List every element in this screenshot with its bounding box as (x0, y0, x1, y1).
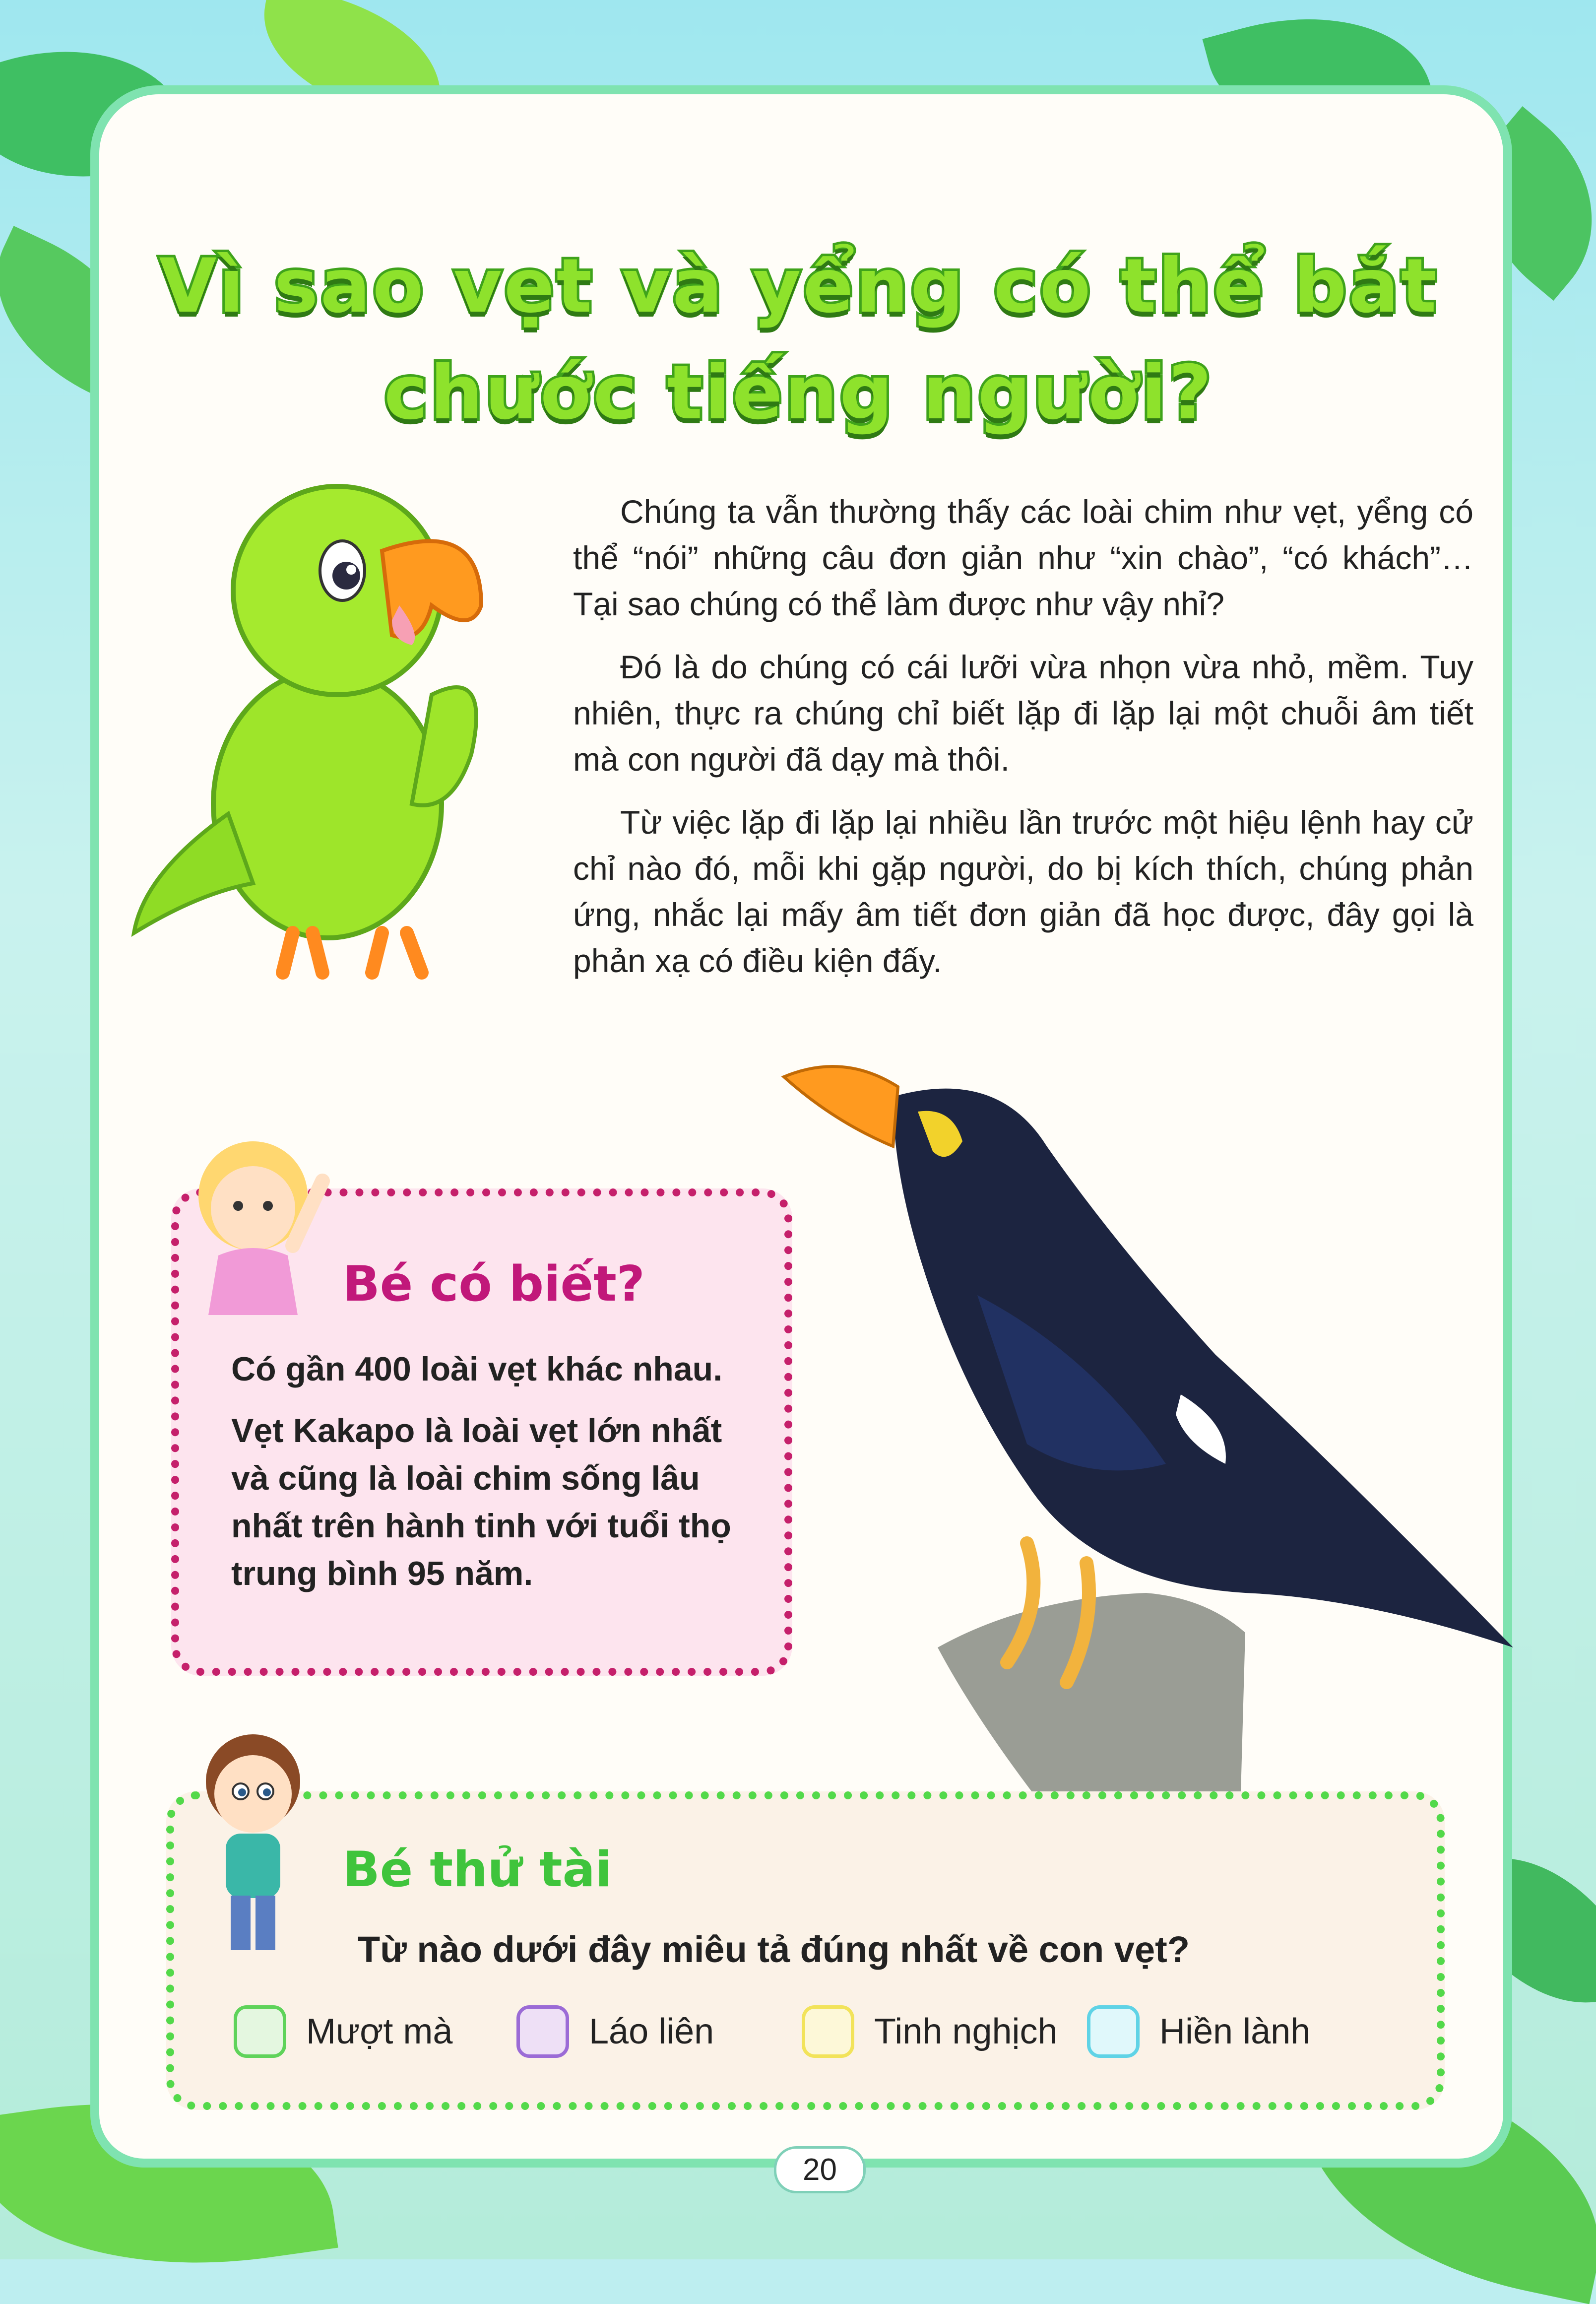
quiz-box (166, 1791, 1445, 2110)
myna-bird-photo (769, 1037, 1538, 1811)
page-title (149, 233, 1449, 447)
option-label: Hiền lành (1159, 2012, 1311, 2051)
option-checkbox[interactable] (516, 2005, 569, 2058)
article-body (573, 489, 1473, 1001)
fact-line: Vẹt Kakapo là loài vẹt lớn nhất và cũng là loài chim sống lâu nhất trên hành tinh với tuổi thọ trung bình 95 năm. (231, 1412, 731, 1592)
option-label: Mượt mà (306, 2012, 453, 2051)
fact-box-text (231, 1345, 737, 1611)
boy-illustration (189, 1727, 318, 1955)
paragraph: Chúng ta vẫn thường thấy các loài chim như vẹt, yểng có thể “nói” những câu đơn giản như “xin chào”, “có khách”… Tại sao chúng có thể làm được như vậy nhỉ? (573, 493, 1473, 622)
option-checkbox[interactable] (234, 2005, 286, 2058)
parrot-illustration (114, 457, 531, 992)
fact-box-title: Bé có biết? (343, 1256, 645, 1313)
option-label: Tinh nghịch (874, 2012, 1058, 2051)
paragraph: Đó là do chúng có cái lưỡi vừa nhọn vừa nhỏ, mềm. Tuy nhiên, thực ra chúng chỉ biết lặp đi lặp lại một chuỗi âm tiết mà con người đã dạy mà thôi. (573, 649, 1473, 778)
quiz-option-1[interactable] (234, 2005, 452, 2058)
option-checkbox[interactable] (1087, 2005, 1140, 2058)
fact-line: Có gần 400 loài vẹt khác nhau. (231, 1350, 723, 1388)
girl-illustration (174, 1126, 352, 1325)
option-label: Láo liên (589, 2012, 714, 2051)
quiz-option-4[interactable] (1087, 2005, 1310, 2058)
quiz-option-2[interactable] (516, 2005, 714, 2058)
quiz-box-title: Bé thử tài (343, 1842, 612, 1898)
page-number: 20 (774, 2146, 866, 2193)
title-line-1: Vì sao vẹt và yểng có thể bắt (159, 243, 1439, 329)
quiz-option-3[interactable] (802, 2005, 1058, 2058)
quiz-question: Từ nào dưới đây miêu tả đúng nhất về con vẹt? (358, 1929, 1190, 1970)
option-checkbox[interactable] (802, 2005, 854, 2058)
title-line-2: chước tiếng người? (383, 350, 1214, 436)
paragraph: Từ việc lặp đi lặp lại nhiều lần trước một hiệu lệnh hay cử chỉ nào đó, mỗi khi gặp người, do bị kích thích, chúng phản ứng, nhắc lại mấy âm tiết đơn giản đã học được, đây gọi là phản xạ có điều kiện đấy. (573, 804, 1473, 979)
